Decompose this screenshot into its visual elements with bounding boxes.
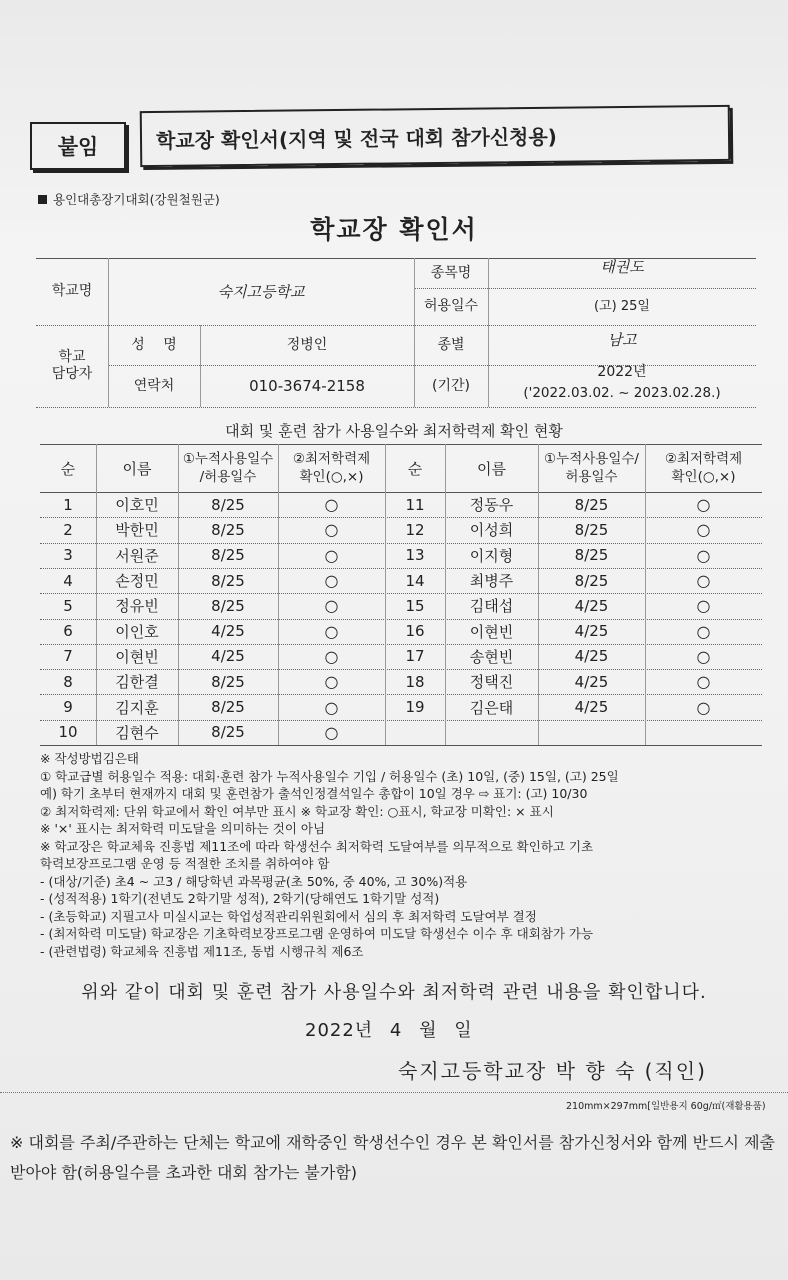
sport-label: 종목명 [430,264,472,281]
table-cell-days: 8/25 [211,571,245,590]
gender-label: 종별 [437,336,465,353]
table-cell-mark: ○ [696,545,711,565]
gender-value: 남고 [607,331,637,349]
principal-signature-line: 숙지고등학교장 박 향 숙 (직인) [398,1059,707,1083]
table-cell-mark: ○ [324,722,339,742]
table-cell-name: 김현수 [115,723,159,742]
table-cell-name: 서원준 [115,546,159,565]
table-cell-name: 최병주 [469,572,514,591]
table-cell-days: 4/25 [574,622,609,641]
table-cell-name: 김지훈 [115,698,159,717]
table-cell-mark: ○ [324,545,339,565]
table-cell-name: 김한결 [115,673,159,692]
table-cell-name: 정동우 [469,496,514,515]
table-cell-name: 김은태 [469,698,514,717]
table-cell-days: 8/25 [574,495,609,514]
paper-spec: 210mm×297mm[일반용지 60g/㎡(재활용품) [566,1101,766,1112]
header-days-right: ①누적사용일수/ 허용일수 [544,450,639,485]
table-cell-mark: ○ [324,495,339,515]
table-cell-name: 정택진 [469,673,514,692]
table-cell-no: 1 [63,495,73,514]
table-cell-days: 4/25 [574,647,609,666]
table-cell-no: 16 [405,622,425,641]
table-cell-no: 18 [405,672,425,691]
note-line: 학력보장프로그램 운영 등 적절한 조치를 취하여야 함 [40,856,330,871]
table-cell-name: 이인호 [115,622,159,641]
period-year: 2022년 [597,363,647,380]
footer-divider [0,1092,788,1093]
table-cell-days: 4/25 [211,622,245,641]
table-cell-mark: ○ [324,672,339,692]
table-cell-no: 11 [405,495,425,514]
allowed-days-value: (고) 25일 [594,298,650,314]
contact-label: 연락처 [133,377,175,394]
header-no: 순 [60,459,76,478]
table-cell-mark: ○ [324,621,339,641]
table-cell-name: 정유빈 [115,597,159,616]
header-days: ①누적사용일수 /허용일수 [182,450,274,485]
table-cell-mark: ○ [696,697,711,717]
attachment-label: 붙임 [30,122,126,170]
note-line: - (최저학력 미도달) 학교장은 기초학력보장프로그램 운영하여 미도달 학생선수 이수 후 대회참가 가능 [40,926,594,941]
name-label: 성 명 [131,336,177,353]
document-date: 2022년 4 월 일 [305,1020,473,1041]
school-name-label: 학교명 [51,283,93,300]
table-cell-name: 송현빈 [469,647,514,666]
note-line: - (초등학교) 지필고사 미실시교는 학업성적관리위원회에서 심의 후 최저학력 도달여부 결정 [40,908,537,924]
table-cell-mark: ○ [696,571,711,591]
table-cell-days: 8/25 [211,495,245,514]
table-cell-no: 3 [63,546,73,565]
note-line: ① 학교급별 허용일수 적용: 대회·훈련 참가 누적사용일수 기입 / 허용일수 (초) 10일, (중) 15일, (고) 25일 [40,768,619,784]
table-cell-mark: ○ [324,520,339,540]
table-cell-mark: ○ [324,646,339,666]
note-line: - (대상/기준) 초4 ~ 고3 / 해당학년 과목평균(초 50%, 중 40%, 고 30%)적용 [40,873,468,889]
bottom-note: ※ 대회를 주최/주관하는 단체는 학교에 재학중인 학생선수인 경우 본 확인서를 참가신청서와 함께 반드시 제출받아야 함(허용일수를 초과한 대회 참가는 불가함) [10,1133,775,1182]
manager-name: 정병인 [286,336,328,353]
period-range: ('2022.03.02. ~ 2023.02.28.) [523,384,721,401]
table-cell-mark: ○ [324,697,339,717]
table-cell-no: 5 [63,596,73,615]
header-name-right: 이름 [477,459,506,478]
table-cell-days: 4/25 [574,698,609,717]
table-cell-mark: ○ [696,646,711,666]
contact-value: 010-3674-2158 [249,377,365,395]
table-cell-mark: ○ [696,596,711,616]
header-grade-right: ②최저학력제 확인(○,×) [664,450,743,485]
table-cell-name: 김태섭 [469,597,514,616]
table-cell-days: 4/25 [574,596,609,615]
note-line: ※ '×' 표시는 최저학력 미도달을 의미하는 것이 아님 [40,821,326,836]
note-line: ※ 작성방법김은태 [40,751,139,766]
table-cell-name: 손정민 [115,572,159,591]
table-cell-no: 10 [58,723,78,742]
form-title: 학교장 확인서(지역 및 전국 대회 참가신청용) [140,105,731,167]
header-no-right: 순 [407,459,423,478]
table-cell-days: 8/25 [211,698,245,717]
table-cell-days: 8/25 [574,571,609,590]
note-line: - (성적적용) 1학기(전년도 2학기말 성적), 2학기(당해연도 1학기말 성적) [40,891,440,906]
table-cell-no: 8 [63,672,73,691]
table-cell-no: 6 [63,622,73,641]
table-cell-no: 2 [63,520,73,539]
header-name: 이름 [122,459,152,478]
table-cell-name: 이현빈 [469,622,514,641]
doc-title: 학교장 확인서 [310,215,478,244]
table-cell-name: 이성희 [469,521,514,540]
period-label: (기간) [432,377,470,394]
table-cell-no: 13 [405,546,425,565]
table-cell-name: 박한민 [115,521,159,540]
table-cell-no: 15 [405,596,425,615]
table-cell-mark: ○ [696,495,711,515]
table-cell-name: 이현빈 [115,647,159,666]
table-cell-name: 이호민 [115,496,159,515]
notes [40,750,775,960]
square-bullet-icon [38,195,47,204]
table-cell-mark: ○ [696,672,711,692]
table-cell-name: 이지형 [469,546,514,565]
table-cell-no: 12 [405,520,425,539]
note-line: ※ 학교장은 학교체육 진흥법 제11조에 따라 학생선수 최저학력 도달여부를 의무적으로 확인하고 기초 [40,838,594,854]
note-line: 예) 학기 초부터 현재까지 대회 및 훈련참가 출석인정결석일수 총합이 10일 경우 ⇨ 표기: (고) 10/30 [40,786,588,801]
allowed-days-label: 허용일수 [423,298,479,315]
note-line: ② 최저학력제: 단위 학교에서 확인 여부만 표시 ※ 학교장 확인: ○표시, 학교장 미확인: × 표시 [40,803,554,819]
event-line [38,190,220,208]
table-cell-days: 8/25 [574,520,609,539]
table-cell-days: 8/25 [211,723,245,742]
table-cell-days: 4/25 [211,647,245,666]
table-cell-no: 19 [405,698,425,717]
table-cell-days: 8/25 [211,596,245,615]
table-cell-mark: ○ [696,621,711,641]
table-cell-days: 4/25 [574,672,609,691]
school-name: 숙지고등학교 [217,282,305,301]
table-cell-no: 4 [63,571,73,590]
table-cell-days: 8/25 [211,672,245,691]
event-name: 용인대총장기대회(강원철원군) [53,192,220,207]
table-cell-no: 9 [63,698,73,717]
confirmation-statement: 위와 같이 대회 및 훈련 참가 사용일수와 최저학력 관련 내용을 확인합니다. [81,982,707,1003]
table-cell-mark: ○ [324,596,339,616]
table-cell-days: 8/25 [211,546,245,565]
section-title: 대회 및 훈련 참가 사용일수와 최저학력제 확인 현황 [225,422,563,440]
manager-label: 학교 담당자 [51,349,93,382]
header-grade: ②최저학력제 확인(○,×) [292,450,371,485]
table-cell-no: 17 [405,647,425,666]
table-cell-no: 14 [405,571,425,590]
table-cell-mark: ○ [696,520,711,540]
table-cell-mark: ○ [324,571,339,591]
table-cell-days: 8/25 [211,520,245,539]
table-cell-no: 7 [63,647,73,666]
sport-value: 태권도 [600,258,644,276]
note-line: - (관련법령) 학교체육 진흥법 제11조, 동법 시행규칙 제6조 [40,943,364,959]
table-cell-days: 8/25 [574,546,609,565]
